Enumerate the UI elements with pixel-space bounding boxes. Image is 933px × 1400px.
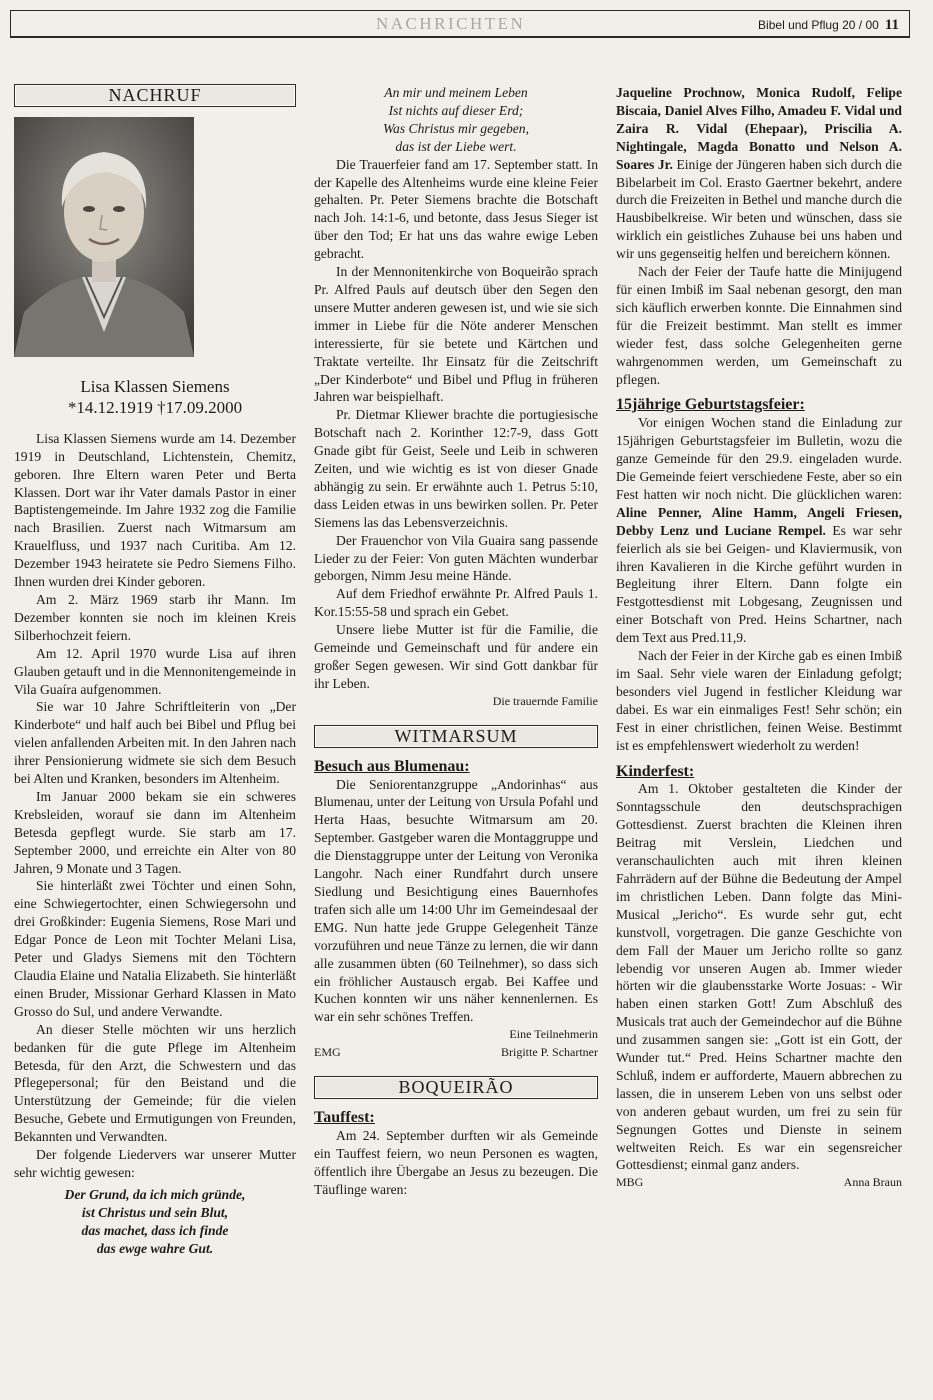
funeral-paragraph: Unsere liebe Mutter ist für die Familie, die Gemeinde und Gemeinschaft und für andere ein großer Segen gewesen. Wir sind Gott dankbar für ihr Leben. bbox=[314, 622, 598, 691]
column-3 bbox=[616, 84, 902, 1192]
person-name: Lisa Klassen Siemens bbox=[80, 376, 230, 396]
portrait-photo bbox=[14, 117, 194, 357]
signature-org: EMG bbox=[314, 1045, 341, 1060]
kinderfest-subheading: Kinderfest: bbox=[616, 762, 695, 780]
obituary-paragraph: Lisa Klassen Siemens wurde am 14. Dezember 1919 in Deutschland, Lichtenstein, Chemitz, geboren. Ihre Eltern waren Peter und Berta Klassen. Dort war ihr Vater damals Pastor in einer Baptistengemeinde. Im Jahre 1932 zog die Familie nach Brasilien. Zuerst nach Witmarsum am Krauelfluss, und 1937 nach Curitiba. Am 12. Dezember 1943 heiratete sie Pedro Siemens Filho. Ihnen wurden drei Kinder geboren. bbox=[14, 430, 296, 590]
baptism-names-paragraph bbox=[616, 84, 902, 263]
funeral-paragraph: Die Trauerfeier fand am 17. September statt. In der Kapelle des Altenheims wurde eine kleine Feier gehalten. Pr. Peter Siemens brachte die Botschaft nach Joh. 14:1-6, und betonte, dass Jesus Sieger ist über den Tod; Er hat uns das wahre ewige Leben gebracht. bbox=[314, 156, 598, 262]
hymn-line: ist Christus und sein Blut, bbox=[81, 1204, 229, 1220]
hymn-line: Der Grund, da ich mich gründe, bbox=[64, 1186, 246, 1202]
poem-verse bbox=[314, 84, 598, 156]
family-signature: Die trauernde Familie bbox=[492, 693, 598, 708]
obituary-paragraph: Im Januar 2000 bekam sie ein schweres Krebsleiden, worauf sie dann im Altenheim Betesda gepflegt wurde. Sie starb am 17. September 2000, und erreichte ein Alter von 80 Jahren, 9 Monate und 3 Tagen. bbox=[14, 788, 296, 876]
birthday-text-a: Vor einigen Wochen stand die Einladung zur 15jährigen Geburtstagsfeier im Bulletin, wozu die ganze Gemeinde für den 29.9. eingeladen wurde. Die Gemeinde feiert verschiedene Feste, aber so ein Fest hatten wir noch nicht. Die glücklichen waren: bbox=[616, 415, 902, 502]
hymn-verse bbox=[14, 1186, 296, 1258]
page-header bbox=[10, 10, 910, 38]
funeral-paragraph: In der Mennonitenkirche von Boqueirão sprach Pr. Alfred Pauls auf deutsch über den Segen den unsere Mutter anderen gewesen ist, und wie sie sich immer in Liebe für die Nöte anderer Menschen interessierte, für sie betete und Kärtchen und Traktate verteilte. Ihr Einsatz für die Zeitschrift „Der Kinderbote“ und Bibel und Pflug in früheren Jahren war beispielhaft. bbox=[314, 264, 598, 405]
page-number: 11 bbox=[884, 17, 899, 33]
signature-name: Brigitte P. Schartner bbox=[501, 1045, 598, 1060]
obituary-paragraph: An dieser Stelle möchten wir uns herzlich bedanken für die gute Pflege im Altenheim Betesda, für den Arzt, die Schwestern und das Pflegepersonal; für den Beistand und die Unterstützung der Gemeinde; für die vielen Besuche, Gebete und Ermutigungen von Freunden, Bekannten und Verwandten. bbox=[14, 1021, 296, 1145]
tauffest-subheading: Tauffest: bbox=[314, 1108, 375, 1126]
column-2 bbox=[314, 84, 598, 1198]
kinderfest-signature bbox=[616, 1174, 902, 1192]
birthday-paragraph bbox=[616, 414, 902, 647]
signature-name: Anna Braun bbox=[843, 1175, 902, 1190]
funeral-paragraph: Der Frauenchor von Vila Guaira sang passende Lieder zu der Feier: Von guten Mächten wunderbar geborgen, Nimm Jesu meine Hände. bbox=[314, 532, 598, 584]
poem-line: Ist nichts auf dieser Erd; bbox=[388, 102, 524, 118]
birthday-text-b: Es war sehr feierlich als sie bei Geigen- und Klaviermusik, von ihren Kavalieren in die Kirche geführt wurden in Begleitung ihrer Eltern. Dann folgte ein Festgottesdienst mit Lobgesang, Zeugnissen und einer Botschaft von Pred. Heins Schartner, nach dem Text aus Pred.11,9. bbox=[616, 522, 902, 646]
birthday-paragraph-2: Nach der Feier in der Kirche gab es einen Imbiß im Saal. Sehr viele waren der Einladung gefolgt; besonders viel Jugend in festlicher Kleidung war dabei. Es war ein einmaliges Fest! Sehr schön; ein Fest in einer christlichen, feinen Weise. Bestimmt ist es empfehlenswert wiederholt zu werden! bbox=[616, 648, 902, 753]
poem-line: das ist der Liebe wert. bbox=[395, 138, 517, 154]
obituary-paragraph: Der folgende Liedervers war unserer Mutter sehr wichtig gewesen: bbox=[14, 1147, 296, 1180]
imbiss-paragraph: Nach der Feier der Taufe hatte die Minijugend für einen Imbiß im Saal nebenan gesorgt, den man sich käuflich erwerben konnte. Die Einnahmen sind für die Freizeit bestimmt. Man stellt es immer wieder fest, dass solche Gelegenheiten gerne wahrgenommen werden, um Gemeinschaft zu pflegen. bbox=[616, 264, 902, 387]
person-dates: *14.12.1919 †17.09.2000 bbox=[67, 397, 243, 417]
obituary-paragraph: Sie war 10 Jahre Schriftleiterin von „Der Kinderbote“ und half auch bei Bibel und Pflug bei vielen anfallenden Arbeiten mit. In den Jahren nach ihrer Pensionierung widmete sie sich dem Besuch bei Alten und Kranken, besonders im Altenheim. bbox=[14, 699, 296, 787]
publication-info bbox=[758, 17, 899, 34]
signature-org: MBG bbox=[616, 1175, 644, 1190]
blumenau-signature-role: Eine Teilnehmerin bbox=[509, 1027, 598, 1042]
obituary-paragraph: Sie hinterläßt zwei Töchter und einen Sohn, eine Schwiegertochter, einen Schwiegersohn und drei Großkinder: Eugenia Siemens, Rose Mari und Edgar Ponce de Leon mit Tochter Melani Lisa, Peter und Gladys Siemens mit den Töchtern Claudia Elaine und Natalia Elizabeth. Sie hinterläßt einen Bruder, Missionar Gerhard Klassen in Mato Grosso do Sul, und andere Verwandte. bbox=[14, 878, 296, 1019]
obituary-paragraph: Am 2. März 1969 starb ihr Mann. Im Dezember konnten sie noch im kleinen Kreis Silberhochzeit feiern. bbox=[14, 591, 296, 643]
blumenau-subheading: Besuch aus Blumenau: bbox=[314, 757, 470, 775]
witmarsum-heading: WITMARSUM bbox=[314, 725, 598, 748]
section-title: NACHRICHTEN bbox=[376, 14, 526, 33]
hymn-line: das ewge wahre Gut. bbox=[96, 1240, 214, 1256]
birthday-names: Aline Penner, Aline Hamm, Angeli Friesen, Debby Lenz und Luciane Rempel. bbox=[616, 504, 902, 538]
publication-name: Bibel und Pflug 20 / 00 bbox=[758, 18, 879, 32]
baptism-text: Einige der Jüngeren haben sich durch die Bibelarbeit im Col. Erasto Gaertner bekehrt, andere durch die Freizeiten in Bethel und manche durch die Hausbibelkreise. Wir beten und wünschen, dass sie wirklich ein geistliches Zuhause bei uns haben und wir uns gegenseitig helfen und bereichern können. bbox=[616, 156, 902, 262]
baptized-names: Jaqueline Prochnow, Monica Rudolf, Felipe Biscaia, Daniel Alves Filho, Amadeu F. Vidal und Zaira R. Vidal (Ehepaar), Priscilia A. Nightingale, Magda Bonatto und Nelson A. Soares Jr. bbox=[616, 85, 902, 172]
poem-line: Was Christus mir gegeben, bbox=[382, 120, 529, 136]
nachruf-heading: NACHRUF bbox=[14, 84, 296, 107]
hymn-line: das machet, dass ich finde bbox=[81, 1222, 229, 1238]
obituary-paragraph: Am 12. April 1970 wurde Lisa auf ihren Glauben getauft und in die Mennonitengemeinde in Vila Guaíra aufgenommen. bbox=[14, 645, 296, 697]
birthday-subheading: 15jährige Geburtstagsfeier: bbox=[616, 396, 805, 414]
funeral-paragraph: Pr. Dietmar Kliewer brachte die portugiesische Botschaft nach 2. Korinther 12:7-9, dass Gott Gnade gibt für Geist, Seele und Leib in schweren Zeiten, und wie wichtig es ist von dieser Gnade abhängig zu sein. Er erwähnte auch 1. Petrus 5:10, dass Leiden etwas in uns bewirken sollen. Pr. Peter Siemens las das Lebensverzeichnis. bbox=[314, 407, 598, 530]
column-1 bbox=[14, 80, 296, 1258]
kinderfest-paragraph: Am 1. Oktober gestalteten die Kinder der Sonntagsschule den deutschsprachigen Gottesdienst. Zuerst brachten die Kleinen ihren Beitrag mit Verslein, Liedchen und veranschaulichten auch mit ihren kleinen Fahrrädern auf der Bühne die Bedeutung der Ampel im christlichen Leben. Dann folgte das Mini-Musical „Jericho“. Es wurde sehr gut, echt kunstvoll, vorgetragen. Die ganze Geschichte von dem Fall der Mauer um Jericho rollte so ganz lebendig vor unseren Augen ab. Immer wieder hörten wir die glaubensstarke Worte Josuas: - Wir haben einen starken Gott! Zum Abschluß des Musicals trat auch der Gemeindechor auf die Bühne und zusammen sangen sie: „Gott ist ein Gott, der Wunder tut.“ Pred. Heins Schartner machte den Schluß, indem er aufforderte, Mauern abbrechen zu lassen, die in unserem Leben von uns selbst oder von anderen gebaut wurden, um frei zu sein für Segnungen Gottes und Dienste in seinem weltweiten Reich. Es war ein segensreicher Gottesdienst; einmal ganz anders. bbox=[616, 781, 902, 1173]
funeral-paragraph: Auf dem Friedhof erwähnte Pr. Alfred Pauls 1. Kor.15:55-58 und sprach ein Gebet. bbox=[314, 586, 598, 620]
poem-line: An mir und meinem Leben bbox=[384, 85, 528, 100]
blumenau-signature bbox=[314, 1044, 598, 1062]
boqueirao-heading: BOQUEIRÃO bbox=[314, 1076, 598, 1099]
blumenau-paragraph: Die Seniorentanzgruppe „Andorinhas“ aus Blumenau, unter der Leitung von Ursula Pofahl und Herta Haas, besuchte Witmarsum am 20. September. Gastgeber waren die Montaggruppe und die Dienstaggruppe unter der Leitung von Veronika Langohr. Nach einer Rundfahrt durch unsere Siedlung und Besichtigung eines Bauernhofes trafen sich alle um 14:00 Uhr im Gemeindesaal der EMG. Nun hatte jede Gruppe Gelegenheit Tänze vorzuführen und neue Tänze zu lernen, die wir dann alle zusammen übten (60 Teilnehmer), so dass sich ein fröhlicher Austausch ergab. Bei Kaffee und Kuchen konnten wir uns näher kennenlernen. Es war ein sehr schönes Treffen. bbox=[314, 776, 598, 1025]
tauffest-paragraph: Am 24. September durften wir als Gemeinde ein Tauffest feiern, wo neun Personen es wagten, öffentlich ihre Übergabe an Jesus zu bezeugen. Die Täuflinge waren: bbox=[314, 1127, 598, 1197]
person-name-block bbox=[14, 376, 296, 418]
